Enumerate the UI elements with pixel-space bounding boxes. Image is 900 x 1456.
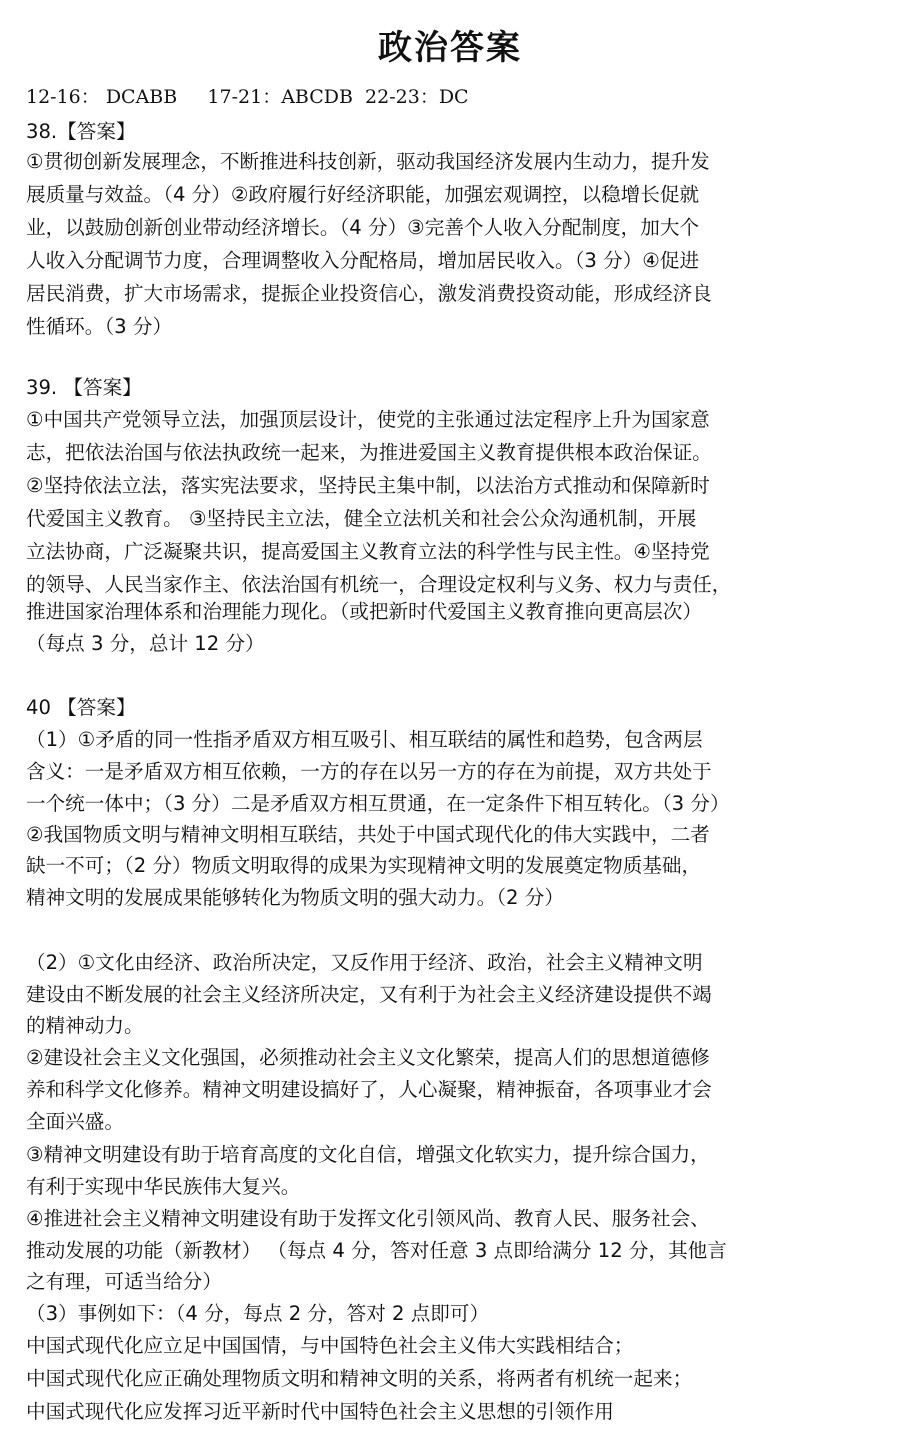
q40-part1-line: ②我国物质文明与精神文明相互联结，共处于中国式现代化的伟大实践中，二者 [26,823,710,846]
q40-part3-line: （3）事例如下：（4 分，每点 2 分，答对 2 点即可） [26,1302,490,1325]
q40-part3-line: 中国式现代化应立足中国国情，与中国特色社会主义伟大实践相结合； [26,1334,634,1357]
q39-line: 志，把依法治国与依法执政统一起来，为推进爱国主义教育提供根本政治保证。 [26,441,712,464]
q40-part2-line: 推动发展的功能（新教材） （每点 4 分，答对任意 3 点即给满分 12 分，其他言 [26,1239,727,1262]
q39-line: 推进国家治理体系和治理能力现化。（或把新时代爱国主义教育推向更高层次） [26,600,702,623]
q40-part2-line: ③精神文明建设有助于培育高度的文化自信，增强文化软实力，提升综合国力， [26,1143,710,1166]
q40-part3-line: 中国式现代化应发挥习近平新时代中国特色社会主义思想的引领作用 [26,1400,614,1423]
q39-heading: 39. 【答案】 [26,376,142,399]
q40-part2-line: 全面兴盛。 [26,1110,124,1133]
q38-line: 业，以鼓励创新创业带动经济增长。（4 分）③完善个人收入分配制度，加大个 [26,216,700,239]
q40-part2-line: 养和科学文化修养。精神文明建设搞好了，人心凝聚，精神振奋，各项事业才会 [26,1078,712,1101]
q40-part2-line: 建设由不断发展的社会主义经济所决定，又有利于为社会主义经济建设提供不竭 [26,983,712,1006]
q39-line: （每点 3 分，总计 12 分） [26,632,265,655]
q38-line: 居民消费，扩大市场需求，提振企业投资信心，激发消费投资动能，形成经济良 [26,282,712,305]
q40-part1-line: 精神文明的发展成果能够转化为物质文明的强大动力。（2 分） [26,886,564,909]
q40-heading: 40 【答案】 [26,696,136,719]
q40-part1-line: 缺一不可；（2 分）物质文明取得的成果为实现精神文明的发展奠定物质基础， [26,854,702,877]
q40-part1-line: 一个统一体中；（3 分）二是矛盾双方相互贯通，在一定条件下相互转化。（3 分） [26,792,730,815]
choice-answers: 12-16： DCABB 17-21：ABCDB 22-23：DC [26,86,469,108]
q38-line: 人收入分配调节力度，合理调整收入分配格局，增加居民收入。（3 分）④促进 [26,249,700,272]
q40-part3-line: 中国式现代化应正确处理物质文明和精神文明的关系，将两者有机统一起来； [26,1367,693,1390]
q40-part2-line: 的精神动力。 [26,1014,144,1037]
page-title: 政治答案 [378,28,522,68]
q40-part2-line: ②建设社会主义文化强国，必须推动社会主义文化繁荣，提高人们的思想道德修 [26,1046,710,1069]
q39-line: ②坚持依法立法，落实宪法要求，坚持民主集中制，以法治方式推动和保障新时 [26,474,710,497]
q40-part2-line: （2）①文化由经济、政治所决定，又反作用于经济、政治，社会主义精神文明 [26,951,703,974]
q38-heading: 38.【答案】 [26,120,136,143]
q40-part2-line: 有利于实现中华民族伟大复兴。 [26,1175,301,1198]
q39-line: 立法协商，广泛凝聚共识，提高爱国主义教育立法的科学性与民主性。④坚持党 [26,540,710,563]
q40-part2-line: 之有理，可适当给分） [26,1270,222,1293]
q39-line: 代爱国主义教育。 ③坚持民主立法，健全立法机关和社会公众沟通机制，开展 [26,507,697,530]
q40-part2-line: ④推进社会主义精神文明建设有助于发挥文化引领风尚、教育人民、服务社会、 [26,1207,710,1230]
q40-part1-line: 含义：一是矛盾双方相互依赖，一方的存在以另一方的存在为前提，双方共处于 [26,760,712,783]
q38-line: 展质量与效益。（4 分）②政府履行好经济职能，加强宏观调控，以稳增长促就 [26,183,700,206]
q38-line: ①贯彻创新发展理念，不断推进科技创新，驱动我国经济发展内生动力，提升发 [26,150,710,173]
q40-part1-line: （1）①矛盾的同一性指矛盾双方相互吸引、相互联结的属性和趋势，包含两层 [26,728,703,751]
q39-line: ①中国共产党领导立法，加强顶层设计，使党的主张通过法定程序上升为国家意 [26,408,710,431]
q38-line: 性循环。（3 分） [26,315,173,338]
q39-line: 的领导、人民当家作主、依法治国有机统一，合理设定权利与义务、权力与责任， [26,573,732,596]
